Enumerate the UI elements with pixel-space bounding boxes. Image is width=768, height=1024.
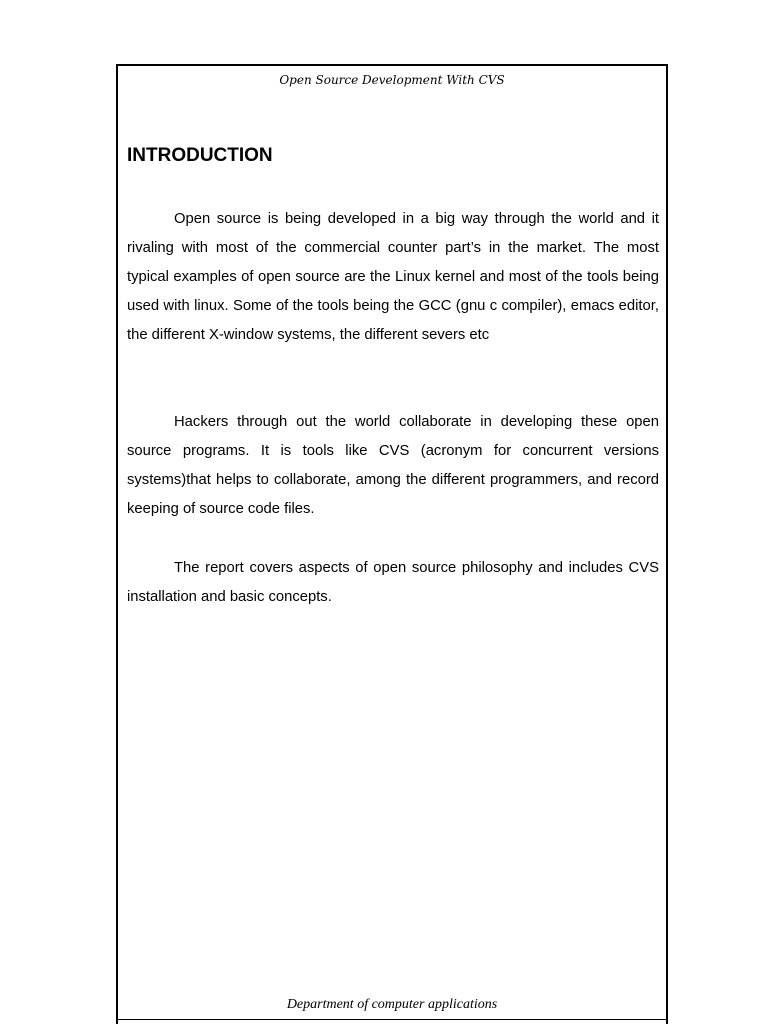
footer-rule xyxy=(118,1019,666,1020)
body-paragraph-1: Open source is being developed in a big way through the world and it rivaling with most of the commercial counter part’s in the market. The most typical examples of open source are the Linux kernel and most of the tools being used with linux. Some of the tools being the GCC (gnu c compiler), emacs editor, the different X-window systems, the different severs etc xyxy=(127,211,659,343)
running-footer: Department of computer applications xyxy=(286,997,498,1012)
body-paragraph-3: The report covers aspects of open source philosophy and includes CVS installation and basic concepts. xyxy=(127,560,659,605)
running-header: Open Source Development With CVS xyxy=(279,73,505,87)
body-paragraph-2: Hackers through out the world collaborate in developing these open source programs. It is tools like CVS (acronym for concurrent versions systems)that helps to collaborate, among the different programmers, and record keeping of source code files. xyxy=(127,414,659,517)
section-heading: INTRODUCTION xyxy=(127,145,273,166)
